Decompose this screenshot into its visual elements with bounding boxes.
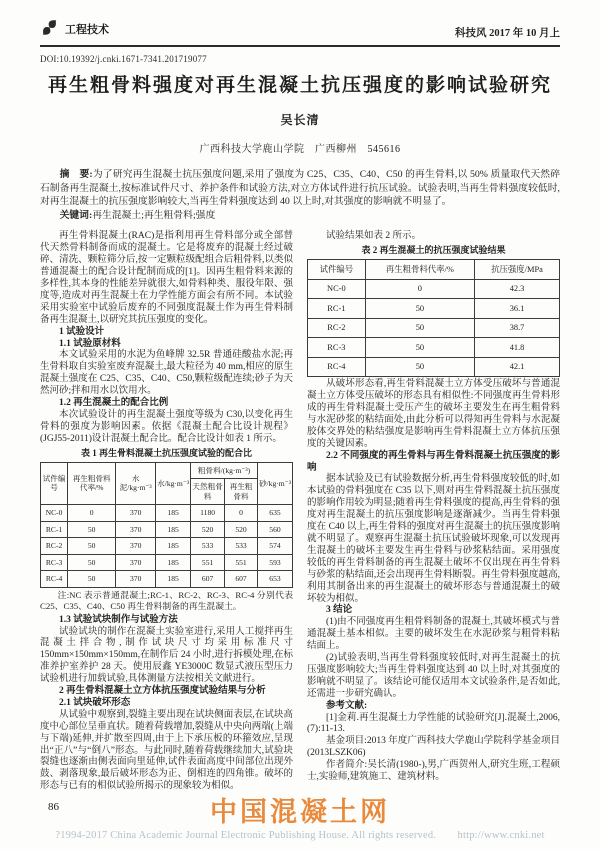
- keywords-line: [40, 209, 560, 223]
- table-cell: 185: [156, 538, 191, 555]
- table-cell: 38.7: [475, 318, 560, 338]
- section-heading-1-3: 1.3 试验试块制作与试验方法: [59, 614, 178, 625]
- abstract-text: 为了研究再生混凝土抗压强度问题,采用了强度为 C25、C35、C40、C50 的再生骨料,以 50% 质量取代天然碎石制备再生混凝土,按标准试件尺寸、养护条件和试验方法,对立方体试件进行抗压试验。试验表明,当再生骨料强度较低时,对再生混凝土的抗压强度影响较大,当再生骨料强度达到 40 以上时,对其强度的影响就不明显了。: [40, 169, 561, 208]
- table-cell: 50: [68, 538, 116, 555]
- table-cell: RC-3: [41, 554, 68, 571]
- table-cell: 41.8: [475, 338, 560, 358]
- table-subheader-cell: 再生粗骨料: [225, 479, 258, 505]
- funding-note: 基金项目:2013 年度广西科技大学鹿山学院科学基金项目(2013LSZK06): [307, 736, 560, 759]
- table-header-cell: 水/kg·m⁻³: [156, 462, 191, 505]
- method-paragraph: 试验试块的制作在混凝土实验室进行,采用人工搅拌再生混凝土拌合物,制作试块尺寸均采用标准尺寸 150mm×150mm×150mm,在制作后 24 小时,进行拆模处理,在标准养护室养护 28 天。使用辰鑫 YE3000C 数显式液压型压力试验机进行加载试验,具体测量方法按相关文献进行。: [40, 626, 293, 685]
- table-row: [308, 260, 560, 280]
- table-cell: NC-0: [308, 279, 366, 299]
- table-cell: 1180: [191, 505, 225, 522]
- table-cell: RC-2: [308, 318, 366, 338]
- journal-issue: 科技风 2017 年 10 月上: [455, 28, 560, 39]
- table-cell: 185: [156, 554, 191, 571]
- abstract-label: 摘 要:: [59, 169, 93, 180]
- table-header-cell: 试件编号: [308, 260, 366, 280]
- section-heading-3: 3 结论: [326, 605, 353, 616]
- section-heading-2: 2 再生骨料混凝土立方体抗压强度试验结果与分析: [59, 686, 266, 697]
- table-cell: 50: [365, 338, 474, 358]
- table-cell: 185: [156, 505, 191, 522]
- table-cell: RC-1: [41, 521, 68, 538]
- section-heading-2-2: 2.2 不同强度的再生骨料与再生骨料混凝土抗压强度的影响: [307, 450, 560, 473]
- table-row: [41, 521, 293, 538]
- table-header-cell: 抗压强度/MPa: [475, 260, 560, 280]
- pinwheel-leaf-logo-icon: [40, 18, 59, 40]
- author-affiliation: 广西科技大学鹿山学院 广西柳州 545616: [199, 144, 401, 155]
- table2-caption: 表 2 再生混凝土的抗压强度试验结果: [361, 245, 506, 256]
- section-heading-1-2: 1.2 再生混凝土的配合比例: [59, 398, 169, 409]
- analysis-paragraph: 从破坏形态看,再生骨料混凝土立方体受压破坏与普通混凝土立方体受压破坏的形态具有相似性:不同强度再生骨料形成的再生骨料混凝土受压产生的破坏主要发生在再生粗骨料与水泥砂浆的粘结面处,由此分析可以得知再生骨料与水泥凝胶体交界处的粘结强度是影响再生骨料混凝土立方体抗压强度的关键因素。: [307, 379, 560, 449]
- table-cell: 0: [225, 505, 258, 522]
- reference-1: [1]金莉.再生混凝土力学性能的试验研究[J].混凝土,2006,(7):11-13.: [307, 712, 560, 735]
- author-name: 吴长清: [280, 113, 320, 127]
- section-heading-1-1: 1.1 试验原材料: [59, 338, 121, 349]
- journal-section-label: 工程技术: [65, 24, 109, 36]
- table-cell: 0: [68, 505, 116, 522]
- table-cell: 50: [365, 318, 474, 338]
- table2-header: [308, 260, 560, 280]
- failure-mode-paragraph: 从试验中观察到,裂缝主要出现在试块侧面表层,在试块高度中心部位呈垂直状。随着荷载增加,裂缝从中央向两端(上端与下端)延伸,并扩散至四周,由于上下承压板的环箍效应,呈现出“正八”与“倒八”形态。与此同时,随着荷载继续加大,试验块裂缝也逐渐由侧表面向里延伸,试件表面高度中间部位出现外鼓、剥落现象,最后破坏形态为正、倒相连的四角锥。破坏的形态与已有的相似试验所揭示的现象较为相似。: [40, 709, 293, 792]
- doi-line: DOI:10.19392/j.cnki.1671-7341.201719077: [40, 54, 207, 64]
- page-number: 86: [48, 801, 59, 813]
- table-cell: 635: [257, 505, 292, 522]
- table-cell: 593: [257, 554, 292, 571]
- table-cell: 370: [116, 505, 156, 522]
- table-cell: 50: [68, 554, 116, 571]
- paper-title: 再生粗骨料强度对再生混凝土抗压强度的影响试验研究: [47, 75, 552, 96]
- table-cell: 520: [191, 521, 225, 538]
- table-cell: 42.1: [475, 357, 560, 377]
- table1-header: [41, 462, 293, 505]
- references-heading: 参考文献:: [326, 700, 368, 711]
- table-header-cell: 试件编号: [41, 462, 68, 505]
- two-column-body: [40, 231, 560, 793]
- table-row: [41, 505, 293, 522]
- table-header-cell: 再生粗骨料代率/%: [68, 462, 116, 505]
- table-row: [41, 571, 293, 588]
- site-watermark: 中国混凝土网: [210, 797, 390, 827]
- table1-note: 注:NC 表示普通混凝土;RC-1、RC-2、RC-3、RC-4 分别代表 C25、C35、C40、C50 再生骨料制备的再生混凝土。: [40, 589, 293, 612]
- table-cell: RC-2: [41, 538, 68, 555]
- table2-compressive-strength: [307, 259, 560, 377]
- materials-paragraph: 本文试验采用的水泥为鱼峰牌 32.5R 普通硅酸盐水泥;再生骨料取自实验室废弃混凝土,最大粒径为 40 mm,相应的原生混凝土强度在 C25、C35、C40、C50,颗粒级配连续;砂子为天然河砂;拌和用水以饮用水。: [40, 350, 293, 397]
- section-heading-2-1: 2.1 试块破坏形态: [59, 697, 131, 708]
- abstract-paragraph: [40, 168, 560, 209]
- table-cell: 551: [191, 554, 225, 571]
- table-row: [308, 357, 560, 377]
- table1-caption: 表 1 再生骨料混凝土抗压强度试验的配合比: [80, 447, 252, 458]
- table-cell: 50: [365, 357, 474, 377]
- author-bio: 作者简介:吴长清(1980-),男,广西贺州人,研究生班,工程硕士,实验师,建筑施工、建筑材料。: [307, 760, 560, 783]
- table-cell: 185: [156, 521, 191, 538]
- table-row: [41, 538, 293, 555]
- keywords-text: 再生混凝土;再生粗骨料;强度: [92, 209, 216, 221]
- table-cell: 574: [257, 538, 292, 555]
- table-cell: 533: [191, 538, 225, 555]
- table-cell: 185: [156, 571, 191, 588]
- table-row: [308, 318, 560, 338]
- table-row: [308, 279, 560, 299]
- table-cell: 607: [191, 571, 225, 588]
- table-row: [41, 462, 293, 479]
- table-cell: RC-1: [308, 299, 366, 319]
- table-header-group-cell: 粗骨料/(kg·m⁻³): [191, 462, 258, 479]
- table-cell: 50: [68, 521, 116, 538]
- conclusion-1-paragraph: (1)由不同强度再生粗骨料制备的混凝土,其破坏模式与普通混凝土基本相似。主要的破坏发生在水泥砂浆与粗骨料粘结面上。: [307, 617, 560, 652]
- copyright-line: ?1994-2017 China Academic Journal Electronic Publishing House. All rights reserved. http://www.cnki.net: [55, 830, 545, 841]
- conclusion-2-paragraph: (2)试验表明,当再生骨料强度较低时,对再生混凝土的抗压强度影响较大;当再生骨料强度达到 40 以上时,对其强度的影响就不明显了。该结论可能仅适用本文试验条件,是否如此,还需进一步研究确认。: [307, 653, 560, 699]
- table-cell: 50: [365, 299, 474, 319]
- table-cell: 560: [257, 521, 292, 538]
- table-cell: 42.3: [475, 279, 560, 299]
- table-cell: 370: [116, 538, 156, 555]
- intro-paragraph: 再生骨料混凝土(RAC)是指利用再生骨料部分或全部替代天然骨料制备而成的混凝土。它是将废弃的混凝土经过破碎、清洗、颗粒筛分后,按一定颗粒级配组合后粗骨料,以类似普通混凝土的配合设计配制而成的[1]。因再生粗骨料来源的多样性,其本身的性能差异就很大,如骨料种类、服役年限、强度等,造成对再生混凝土在力学性能方面会有所不同。本试验采用实验室中试验后废弃的不同强度混凝土作为再生骨料制备再生混凝土,以研究其抗压强度的变化。: [40, 231, 293, 325]
- table1-body: [41, 505, 293, 588]
- table-cell: 370: [116, 521, 156, 538]
- table-header-cell: 水泥/kg·m⁻³: [116, 462, 156, 505]
- table-cell: RC-4: [308, 357, 366, 377]
- table-cell: 551: [225, 554, 258, 571]
- page-header: [40, 0, 560, 40]
- table-subheader-cell: 天然粗骨料: [191, 479, 225, 505]
- table-row: [308, 299, 560, 319]
- table-cell: 50: [68, 571, 116, 588]
- abstract-block: [40, 168, 560, 222]
- table-row: [41, 554, 293, 571]
- left-column: [40, 231, 293, 793]
- table-cell: 533: [225, 538, 258, 555]
- table-cell: 370: [116, 571, 156, 588]
- keywords-label: 关键词:: [59, 209, 93, 221]
- table-cell: 0: [365, 279, 474, 299]
- table-cell: 607: [225, 571, 258, 588]
- results-intro-line: 试验结果如表 2 所示。: [326, 231, 422, 242]
- table-cell: NC-0: [41, 505, 68, 522]
- header-divider: [40, 45, 560, 47]
- table-cell: 370: [116, 554, 156, 571]
- table-cell: RC-3: [308, 338, 366, 358]
- table2-body: [308, 279, 560, 377]
- table-cell: RC-4: [41, 571, 68, 588]
- table-header-cell: 再生粗骨料代率/%: [365, 260, 474, 280]
- right-column: [307, 231, 560, 793]
- table-row: [308, 338, 560, 358]
- section-heading-1: 1 试验设计: [59, 326, 105, 337]
- table-cell: 653: [257, 571, 292, 588]
- strength-influence-paragraph: 据本试验及已有试验数据分析,再生骨料强度较低的时,如本试验的骨料强度在 C35 以下,则对再生骨料混凝土抗压强度的影响作用较为明显;随着再生骨料强度的提高,再生骨料的强度对再生混凝土的抗压强度影响是逐渐减少。当再生骨料强度在 C40 以上,再生骨料的强度对再生混凝土的抗压强度影响就不明显了。观察再生混凝土抗压试验破坏现象,可以发现再生混凝土的破坏主要发生再生骨料与砂浆粘结面。采用强度较低的再生骨料制备的再生混凝土破坏不仅出现在再生骨料与砂浆的粘结面,还会出现再生骨料断裂。再生骨料强度越高,利用其制备出来的再生混凝土的破坏形态与普通混凝土的破坏较为相似。: [307, 474, 560, 604]
- table1-mix-proportions: [40, 462, 293, 588]
- table-cell: 520: [225, 521, 258, 538]
- mix-design-paragraph: 本次试验设计的再生混凝土强度等级为 C30,以变化再生骨料的强度为影响因素。依据《混凝土配合比设计规程》(JGJ55-2011)设计混凝土配合比。配合比设计如表 1 所示。: [40, 409, 293, 444]
- table-header-cell: 砂/kg·m⁻³: [257, 462, 292, 505]
- journal-section: [40, 18, 109, 40]
- table-cell: 36.1: [475, 299, 560, 319]
